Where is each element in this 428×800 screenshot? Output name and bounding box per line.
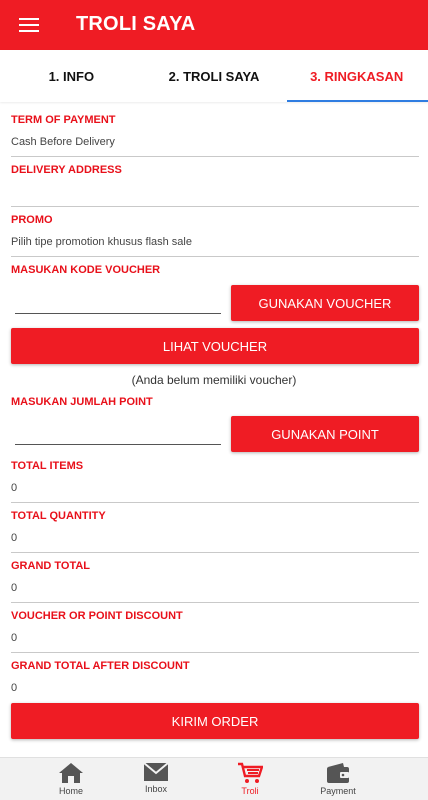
use-voucher-button[interactable]: GUNAKAN VOUCHER xyxy=(231,285,419,321)
divider xyxy=(11,552,419,553)
tab-ringkasan[interactable]: 3. RINGKASAN xyxy=(285,50,428,102)
term-of-payment-label: TERM OF PAYMENT xyxy=(11,114,116,126)
divider xyxy=(11,652,419,653)
nav-home[interactable] xyxy=(0,758,142,800)
tab-bar xyxy=(0,50,428,102)
voucher-input-underline xyxy=(15,313,221,314)
submit-order-button[interactable]: KIRIM ORDER xyxy=(11,703,419,739)
nav-home-label: Home xyxy=(58,786,83,796)
divider xyxy=(11,602,419,603)
nav-troli[interactable] xyxy=(222,758,278,796)
cart-icon xyxy=(237,762,263,784)
total-items-value: 0 xyxy=(11,482,18,494)
hamburger-icon xyxy=(19,18,39,32)
nav-inbox-label: Inbox xyxy=(144,784,168,794)
grand-total-after-discount-value: 0 xyxy=(11,682,18,694)
grand-total-label: GRAND TOTAL xyxy=(11,560,91,572)
mail-icon xyxy=(143,762,169,782)
bottom-nav xyxy=(0,757,428,800)
nav-payment-label: Payment xyxy=(320,786,356,796)
promo-value[interactable]: Pilih tipe promotion khusus flash sale xyxy=(11,236,192,248)
tab-troli-saya[interactable]: 2. TROLI SAYA xyxy=(168,68,260,84)
voucher-code-label: MASUKAN KODE VOUCHER xyxy=(11,264,161,276)
home-icon xyxy=(58,762,84,784)
menu-button[interactable] xyxy=(0,0,58,50)
total-quantity-label: TOTAL QUANTITY xyxy=(11,510,106,522)
grand-total-after-discount-label: GRAND TOTAL AFTER DISCOUNT xyxy=(11,660,190,672)
total-quantity-value: 0 xyxy=(11,532,18,544)
use-point-button[interactable]: GUNAKAN POINT xyxy=(231,416,419,452)
divider xyxy=(11,156,419,157)
tab-info[interactable]: 1. INFO xyxy=(48,68,95,84)
nav-payment[interactable] xyxy=(310,758,366,796)
wallet-icon xyxy=(325,762,351,784)
view-voucher-button[interactable]: LIHAT VOUCHER xyxy=(11,328,419,364)
voucher-code-input[interactable] xyxy=(15,292,221,310)
divider xyxy=(11,502,419,503)
nav-troli-label: Troli xyxy=(241,786,259,796)
point-amount-label: MASUKAN JUMLAH POINT xyxy=(11,396,153,408)
promo-label: PROMO xyxy=(11,214,53,226)
page-title: TROLI SAYA xyxy=(76,13,196,35)
point-input-underline xyxy=(15,444,221,445)
discount-label: VOUCHER OR POINT DISCOUNT xyxy=(11,610,183,622)
divider xyxy=(11,256,419,257)
delivery-address-label: DELIVERY ADDRESS xyxy=(11,164,122,176)
nav-inbox[interactable] xyxy=(128,758,184,794)
term-of-payment-value[interactable]: Cash Before Delivery xyxy=(11,136,115,148)
point-amount-input[interactable] xyxy=(15,424,221,442)
voucher-note: (Anda belum memiliki voucher) xyxy=(131,373,297,387)
discount-value: 0 xyxy=(11,632,18,644)
app-bar xyxy=(0,0,428,50)
divider xyxy=(11,206,419,207)
total-items-label: TOTAL ITEMS xyxy=(11,460,84,472)
grand-total-value: 0 xyxy=(11,582,18,594)
